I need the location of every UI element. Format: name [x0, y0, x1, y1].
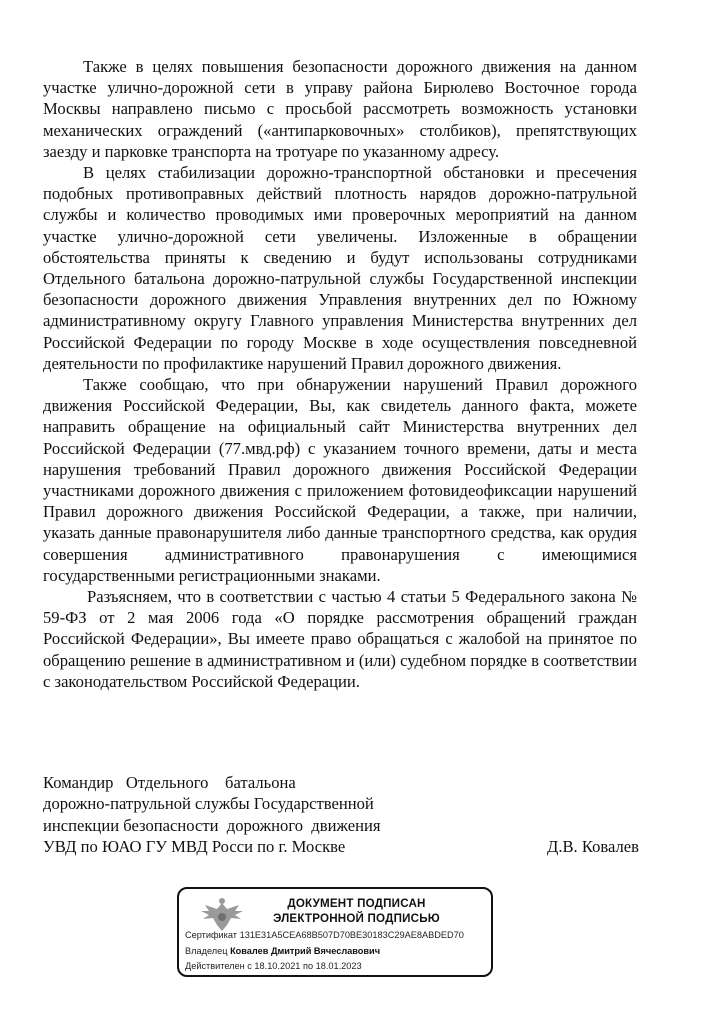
letter-body: [43, 56, 637, 692]
stamp-certificate: [185, 930, 464, 940]
paragraph-patrol-measures: В целях стабилизации дорожно-транспортной обстановки и пресечения подобных противоправных действий плотность нарядов дорожно-патрульной службы и количество проводимых ими проверочных мероприятий на данном участке улично-дорожной сети увеличены. Изложенные в обращении обстоятельства приняты к сведению и будут использованы сотрудниками Отдельного батальона дорожно-патрульной службы Государственной инспекции безопасности дорожного движения Управления внутренних дел по Южному административному округу Главного управления Министерства внутренних дел Российской Федерации по городу Москве в ходе осуществления повседневной деятельности по профилактике нарушений Правил дорожного движения.: [43, 163, 637, 373]
paragraph-report-violations: Также сообщаю, что при обнаружении нарушений Правил дорожного движения Российской Федерации, Вы, как свидетель данного факта, можете направить обращение на официальный сайт Министерства внутренних дел Российской Федерации (77.мвд.рф) с указанием точного времени, даты и места нарушения требований Правил дорожного движения Российской Федерации участниками дорожного движения с приложением фотовидеофиксации нарушений Правил дорожного движения Российской Федерации, а также, при наличии, указать данные правонарушителя либо данные транспортного средства, как орудия совершения административного правонарушения с имеющимися государственными регистрационными знаками.: [43, 375, 637, 585]
owner-value: Ковалев Дмитрий Вячеславович: [230, 946, 381, 956]
signatory-name: Д.В. Ковалев: [547, 836, 639, 856]
signature-position-line: инспекции безопасности дорожного движения: [43, 815, 381, 835]
stamp-owner: [185, 946, 380, 956]
stamp-title: [249, 896, 464, 926]
certificate-label: Сертификат: [185, 930, 238, 940]
paragraph-appeal-rights: Разъясняем, что в соответствии с частью 4 статьи 5 Федерального закона № 59-ФЗ от 2 мая 2006 года «О порядке рассмотрения обращений граждан Российской Федерации», Вы имеете право обращаться с жалобой на принятое по обращению решение в административном и (или) судебном порядке в соответствии с законодательством Российской Федерации.: [43, 587, 637, 691]
certificate-value: 131E31A5CEA68B507D70BE30183C29AE8ABDED70: [239, 930, 464, 940]
stamp-validity: Действителен с 18.10.2021 по 18.01.2023: [185, 961, 362, 971]
paragraph-barriers: Также в целях повышения безопасности дорожного движения на данном участке улично-дорожной сети в управу района Бирюлево Восточное города Москвы направлено письмо с просьбой рассмотреть возможность установки механических ограждений («антипарковочных» столбиков), препятствующих заезду и парковке транспорта на тротуаре по указанному адресу.: [43, 57, 637, 161]
signature-block: [43, 772, 639, 857]
electronic-signature-stamp: [177, 887, 493, 977]
signature-position-line: УВД по ЮАО ГУ МВД Росси по г. Москве: [43, 836, 346, 856]
stamp-title-line: ЭЛЕКТРОННОЙ ПОДПИСЬЮ: [273, 912, 440, 925]
mvd-eagle-emblem-icon: [197, 895, 247, 935]
signature-position-line: дорожно-патрульной службы Государственной: [43, 794, 374, 814]
owner-label: Владелец: [185, 946, 228, 956]
signature-position-line: Командир Отдельного батальона: [43, 773, 296, 792]
stamp-title-line: ДОКУМЕНТ ПОДПИСАН: [287, 897, 426, 910]
